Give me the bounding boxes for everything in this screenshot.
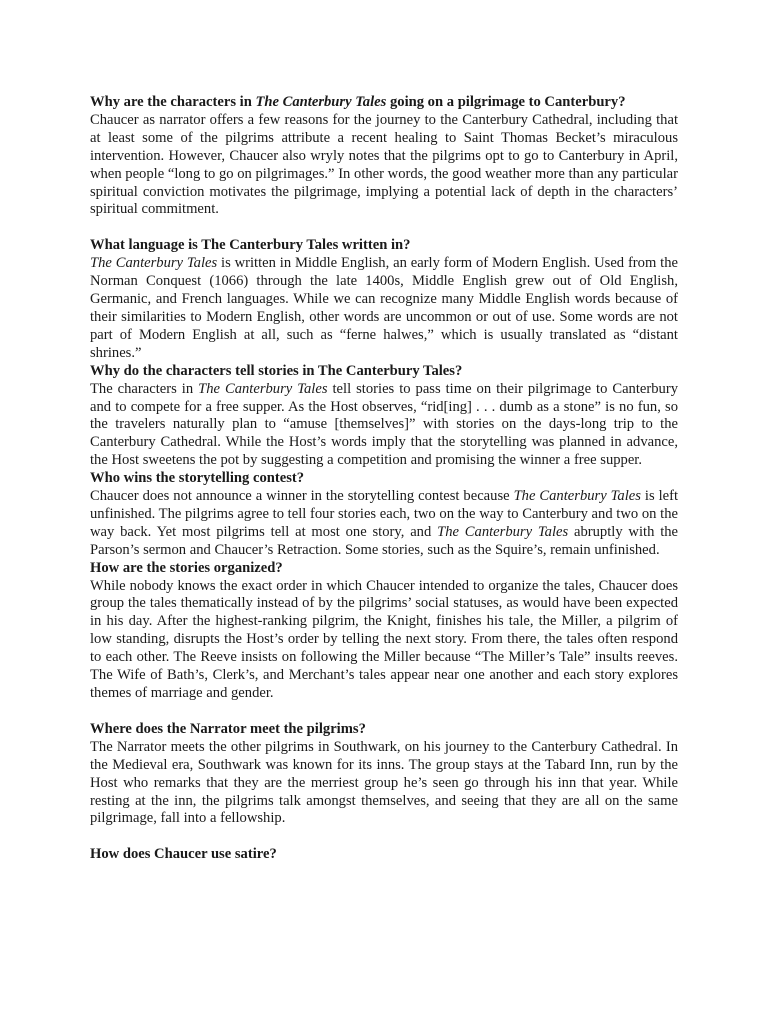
question-heading: Why do the characters tell stories in The Canterbury Tales? (90, 362, 463, 379)
answer-paragraph: While nobody knows the exact order in which Chaucer intended to organize the tales, Chaucer does group the tales thematically instead of by the pilgrims’ social statuses, as would have been expected in his day. After the highest-ranking pilgrim, the Knight, finishes his tale, the Miller, a pilgrim of low standing, disrupts the Host’s order by telling the next story. From there, the tales often respond to each other. The Reeve insists on following the Miller because “The Miller’s Tale” insults reeves. The Wife of Bath’s, Clerk’s, and Merchant’s tales appear near one another and each story explores themes of marriage and gender. (90, 577, 678, 701)
answer-paragraph: The Canterbury Tales is written in Middle English, an early form of Modern English. Used from the Norman Conquest (1066) through the late 1400s, Middle English grew out of Old English, Germanic, and French languages. While we can recognize many Middle English words because of their similarities to Modern English, other words are uncommon or out of use. Some words are not part of Modern English at all, such as “ferne halwes,” which is usually translated as “distant shrines.” (90, 255, 678, 361)
answer-paragraph: The Narrator meets the other pilgrims in Southwark, on his journey to the Canterbury Cathedral. In the Medieval era, Southwark was known for its inns. The group stays at the Tabard Inn, run by the Host who remarks that they are the merriest group he’s seen go through his inn that year. While resting at the inn, the pilgrims talk amongst themselves, and seeing that they are all on the same pilgrimage, fall into a fellowship. (90, 738, 678, 827)
question-heading: Where does the Narrator meet the pilgrims? (90, 720, 366, 737)
question-heading: Who wins the storytelling contest? (90, 470, 305, 487)
paragraph-gap (90, 828, 678, 846)
question-heading: What language is The Canterbury Tales written in? (90, 237, 411, 254)
question-heading: How are the stories organized? (90, 559, 283, 576)
question-heading: How does Chaucer use satire? (90, 846, 277, 863)
answer-paragraph: Chaucer as narrator offers a few reasons for the journey to the Canterbury Cathedral, including that at least some of the pilgrims attribute a recent healing to Saint Thomas Becket’s miraculous intervention. However, Chaucer also wryly notes that the pilgrims opt to go to Canterbury in April, when people “long to go on pilgrimages.” In other words, the good weather more than any particular spiritual conviction motivates the pilgrimage, implying a potential lack of depth in the characters’ spiritual commitment. (90, 111, 678, 218)
paragraph-gap (90, 703, 678, 721)
answer-paragraph: The characters in The Canterbury Tales tell stories to pass time on their pilgrimage to Canterbury and to compete for a free supper. As the Host observes, “rid[ing] . . . dumb as a stone” is no fun, so the travelers naturally plan to “amuse [themselves]” with stories on the days-long trip to the Canterbury Cathedral. While the Host’s words imply that the storytelling was planned in advance, the Host sweetens the pot by suggesting a competition and promising the winner a free supper. (90, 380, 679, 469)
answer-paragraph: Chaucer does not announce a winner in the storytelling contest because The Canterbury Tales is left unfinished. The pilgrims agree to tell four stories each, two on the way to Canterbury and two on the way back. Yet most pilgrims tell at most one story, and The Canterbury Tales abruptly with the Parson’s sermon and Chaucer’s Retraction. Some stories, such as the Squire’s, remain unfinished. (90, 488, 679, 558)
paragraph-gap (90, 219, 678, 237)
question-heading: Why are the characters in The Canterbury Tales going on a pilgrimage to Canterbury? (90, 94, 626, 110)
